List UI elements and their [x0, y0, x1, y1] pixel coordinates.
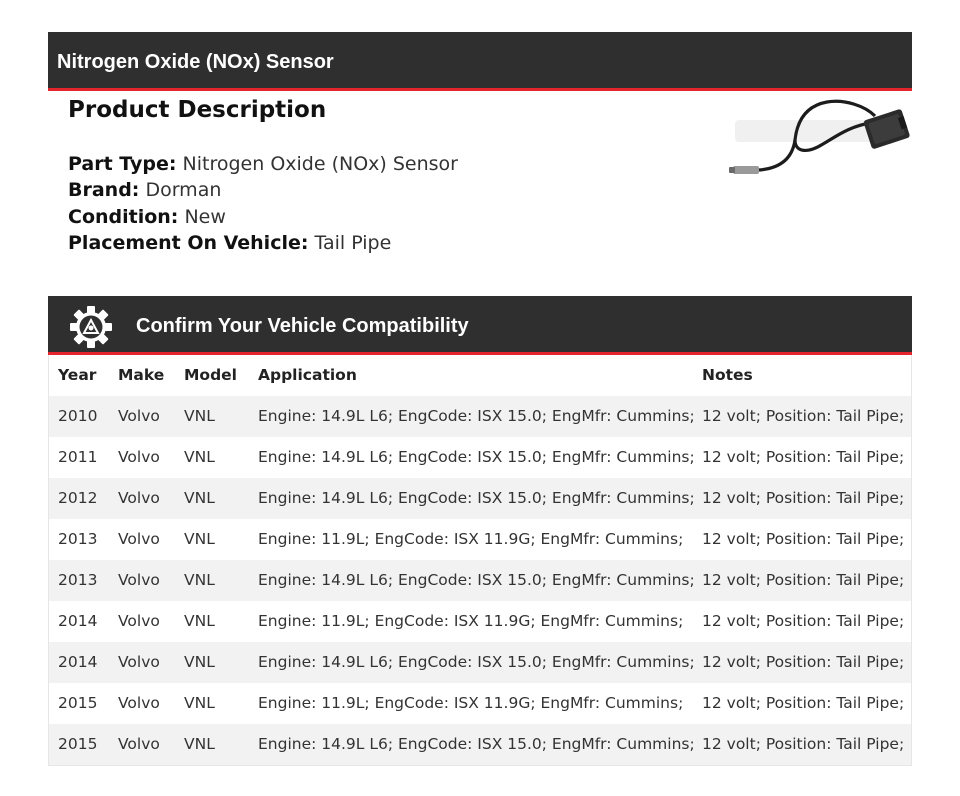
- cell-application: Engine: 14.9L L6; EngCode: ISX 15.0; EngMfr: Cummins;: [258, 735, 695, 753]
- column-header-year: Year: [58, 366, 97, 384]
- cell-application: Engine: 14.9L L6; EngCode: ISX 15.0; EngMfr: Cummins;: [258, 448, 695, 466]
- cell-notes: 12 volt; Position: Tail Pipe;: [702, 653, 905, 671]
- table-row: [49, 437, 911, 478]
- spec-part-type: [68, 151, 458, 177]
- column-header-make: Make: [118, 366, 165, 384]
- table-row: [49, 601, 911, 642]
- cell-notes: 12 volt; Position: Tail Pipe;: [702, 448, 905, 466]
- table-row: [49, 560, 911, 601]
- cell-model: VNL: [184, 571, 215, 589]
- cell-application: Engine: 14.9L L6; EngCode: ISX 15.0; EngMfr: Cummins;: [258, 571, 695, 589]
- table-row: [49, 642, 911, 683]
- cell-notes: 12 volt; Position: Tail Pipe;: [702, 489, 905, 507]
- table-row: [49, 683, 911, 724]
- cell-notes: 12 volt; Position: Tail Pipe;: [702, 694, 905, 712]
- cell-notes: 12 volt; Position: Tail Pipe;: [702, 612, 905, 630]
- cell-make: Volvo: [118, 530, 160, 548]
- product-specs: [68, 151, 458, 256]
- cell-application: Engine: 11.9L; EngCode: ISX 11.9G; EngMfr: Cummins;: [258, 530, 684, 548]
- cell-application: Engine: 14.9L L6; EngCode: ISX 15.0; EngMfr: Cummins;: [258, 653, 695, 671]
- column-header-notes: Notes: [702, 366, 753, 384]
- cell-make: Volvo: [118, 735, 160, 753]
- cell-year: 2014: [58, 653, 98, 671]
- cell-make: Volvo: [118, 612, 160, 630]
- cell-model: VNL: [184, 489, 215, 507]
- cell-model: VNL: [184, 694, 215, 712]
- cell-notes: 12 volt; Position: Tail Pipe;: [702, 571, 905, 589]
- spec-label: Condition:: [68, 205, 179, 228]
- spec-value: Nitrogen Oxide (NOx) Sensor: [182, 153, 458, 175]
- cell-year: 2013: [58, 530, 98, 548]
- spec-label: Placement On Vehicle:: [68, 231, 309, 254]
- product-title: Nitrogen Oxide (NOx) Sensor: [57, 51, 334, 73]
- column-header-application: Application: [258, 366, 357, 384]
- cell-application: Engine: 14.9L L6; EngCode: ISX 15.0; EngMfr: Cummins;: [258, 407, 695, 425]
- cell-make: Volvo: [118, 694, 160, 712]
- cell-make: Volvo: [118, 653, 160, 671]
- spec-label: Part Type:: [68, 153, 177, 175]
- spec-value: Tail Pipe: [314, 231, 392, 254]
- cell-model: VNL: [184, 448, 215, 466]
- product-title-bar: [48, 32, 912, 91]
- cell-year: 2015: [58, 694, 98, 712]
- spec-brand: [68, 177, 458, 203]
- cell-notes: 12 volt; Position: Tail Pipe;: [702, 530, 905, 548]
- cell-notes: 12 volt; Position: Tail Pipe;: [702, 735, 905, 753]
- table-row: [49, 478, 911, 519]
- compatibility-table: [48, 355, 912, 766]
- cell-model: VNL: [184, 530, 215, 548]
- spec-placement: [68, 230, 458, 256]
- compatibility-title: Confirm Your Vehicle Compatibility: [136, 315, 469, 337]
- cell-model: VNL: [184, 735, 215, 753]
- gear-icon: [69, 305, 113, 349]
- table-body: [49, 396, 911, 765]
- cell-year: 2013: [58, 571, 98, 589]
- product-image[interactable]: [725, 92, 910, 184]
- cell-notes: 12 volt; Position: Tail Pipe;: [702, 407, 905, 425]
- table-row: [49, 396, 911, 437]
- cell-model: VNL: [184, 407, 215, 425]
- cell-application: Engine: 11.9L; EngCode: ISX 11.9G; EngMfr: Cummins;: [258, 612, 684, 630]
- cell-year: 2014: [58, 612, 98, 630]
- cell-make: Volvo: [118, 489, 160, 507]
- cell-make: Volvo: [118, 448, 160, 466]
- cell-year: 2015: [58, 735, 98, 753]
- cell-application: Engine: 11.9L; EngCode: ISX 11.9G; EngMfr: Cummins;: [258, 694, 684, 712]
- spec-value: Dorman: [145, 179, 222, 202]
- cell-make: Volvo: [118, 571, 160, 589]
- compatibility-bar: [48, 296, 912, 355]
- cell-year: 2010: [58, 407, 98, 425]
- spec-value: New: [184, 205, 226, 228]
- table-row: [49, 724, 911, 765]
- table-row: [49, 519, 911, 560]
- cell-model: VNL: [184, 653, 215, 671]
- column-header-model: Model: [184, 366, 237, 384]
- cell-year: 2011: [58, 448, 98, 466]
- cell-make: Volvo: [118, 407, 160, 425]
- cell-model: VNL: [184, 612, 215, 630]
- spec-label: Brand:: [68, 179, 140, 202]
- spec-condition: [68, 204, 458, 230]
- cell-application: Engine: 14.9L L6; EngCode: ISX 15.0; EngMfr: Cummins;: [258, 489, 695, 507]
- table-header-row: [49, 355, 911, 396]
- product-description-heading: Product Description: [68, 97, 327, 123]
- cell-year: 2012: [58, 489, 98, 507]
